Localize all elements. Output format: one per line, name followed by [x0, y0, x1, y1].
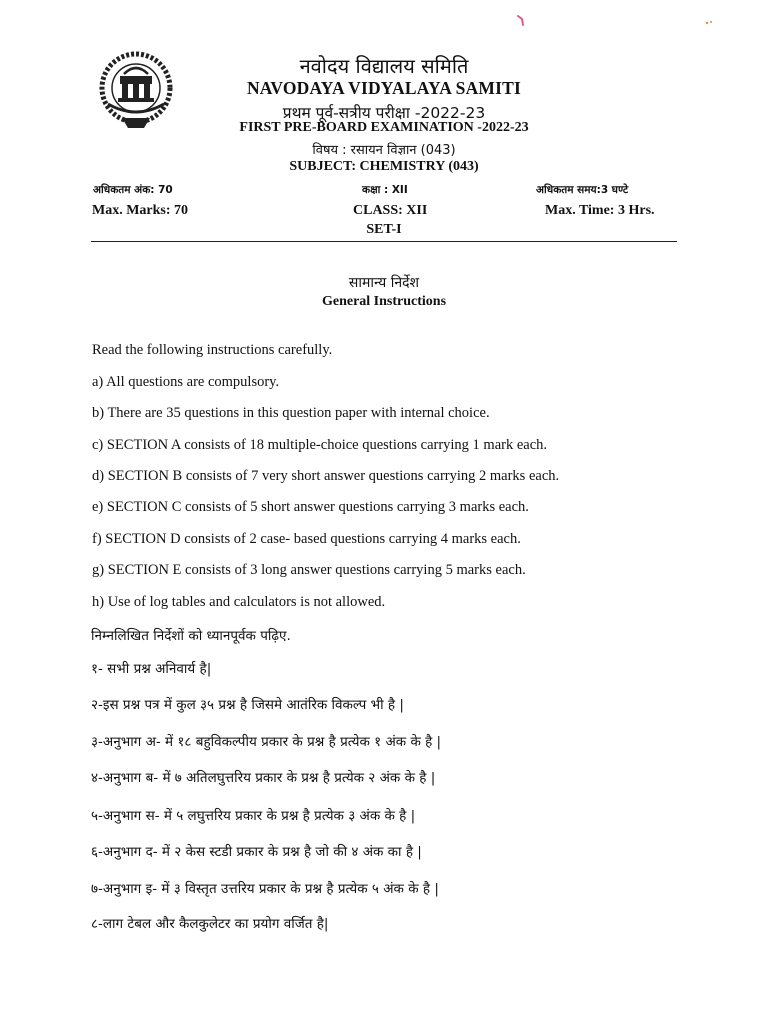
hindi-max-marks: अधिकतम अंक: 70: [93, 184, 173, 196]
instruction-item: h) Use of log tables and calculators is not allowed.: [92, 594, 386, 610]
instruction-item: c) SECTION A consists of 18 multiple-choice questions carrying 1 mark each.: [92, 437, 548, 453]
general-instructions-heading: General Instructions: [321, 294, 447, 309]
hindi-instruction-item: १- सभी प्रश्न अनिवार्य है|: [91, 661, 212, 677]
instruction-item: b) There are 35 questions in this question paper with internal choice.: [92, 405, 490, 421]
english-subject: SUBJECT: CHEMISTRY (043): [289, 159, 479, 174]
max-time: Max. Time: 3 Hrs.: [545, 203, 655, 218]
hindi-instruction-item: ३-अनुभाग अ- में १८ बहुविकल्पीय प्रकार के प्रश्न है प्रत्येक १ अंक के है |: [91, 734, 442, 750]
hindi-instruction-item: ५-अनुभाग स- में ५ लघुत्तरिय प्रकार के प्रश्न है प्रत्येक ३ अंक के है |: [91, 808, 416, 824]
hindi-instructions-intro: निम्नलिखित निर्देशों को ध्यानपूर्वक पढ़िए.: [91, 628, 291, 644]
hindi-instruction-item: ४-अनुभाग ब- में ७ अतिलघुत्तरिय प्रकार के प्रश्न है प्रत्येक २ अंक के है |: [91, 770, 436, 786]
hindi-instruction-item: ६-अनुभाग द- में २ केस स्टडी प्रकार के प्रश्न है जो की ४ अंक का है |: [91, 844, 422, 860]
hindi-subject: विषय : रसायन विज्ञान (043): [312, 143, 456, 158]
hindi-exam-title: प्रथम पूर्व-सत्रीय परीक्षा -2022-23: [282, 104, 486, 122]
stray-orange-mark: [704, 20, 714, 26]
hindi-instruction-item: ८-लाग टेबल और कैलकुलेटर का प्रयोग वर्जित है|: [91, 916, 329, 932]
instruction-item: d) SECTION B consists of 7 very short answer questions carrying 2 marks each.: [92, 468, 560, 484]
hindi-max-time: अधिकतम समय:3 घण्टे: [536, 184, 629, 196]
instruction-item: f) SECTION D consists of 2 case- based questions carrying 4 marks each.: [92, 531, 521, 547]
instructions-intro: Read the following instructions carefully.: [92, 342, 333, 358]
set-label: SET-I: [366, 222, 402, 237]
instruction-item: e) SECTION C consists of 5 short answer questions carrying 3 marks each.: [92, 499, 529, 515]
hindi-org-title: नवोदय विद्यालय समिति: [299, 54, 469, 78]
max-marks: Max. Marks: 70: [92, 203, 189, 218]
header-divider: [91, 241, 677, 242]
english-org-title: NAVODAYA VIDYALAYA SAMITI: [246, 78, 522, 98]
stray-pink-mark: [516, 14, 526, 28]
hindi-instruction-item: ७-अनुभाग इ- में ३ विस्तृत उत्तरिय प्रकार के प्रश्न है प्रत्येक ५ अंक के है |: [91, 881, 439, 897]
hindi-instruction-item: २-इस प्रश्न पत्र में कुल ३५ प्रश्न है जिसमे आतंरिक विकल्प भी है |: [91, 697, 404, 713]
hindi-general-heading: सामान्य निर्देश: [348, 275, 420, 291]
instruction-item: g) SECTION E consists of 3 long answer questions carrying 5 marks each.: [92, 562, 526, 578]
english-exam-title: FIRST PRE-BOARD EXAMINATION -2022-23: [239, 120, 529, 135]
instruction-item: a) All questions are compulsory.: [92, 374, 280, 390]
class-label: CLASS: XII: [353, 203, 428, 218]
hindi-class: कक्षा : XII: [362, 184, 408, 196]
